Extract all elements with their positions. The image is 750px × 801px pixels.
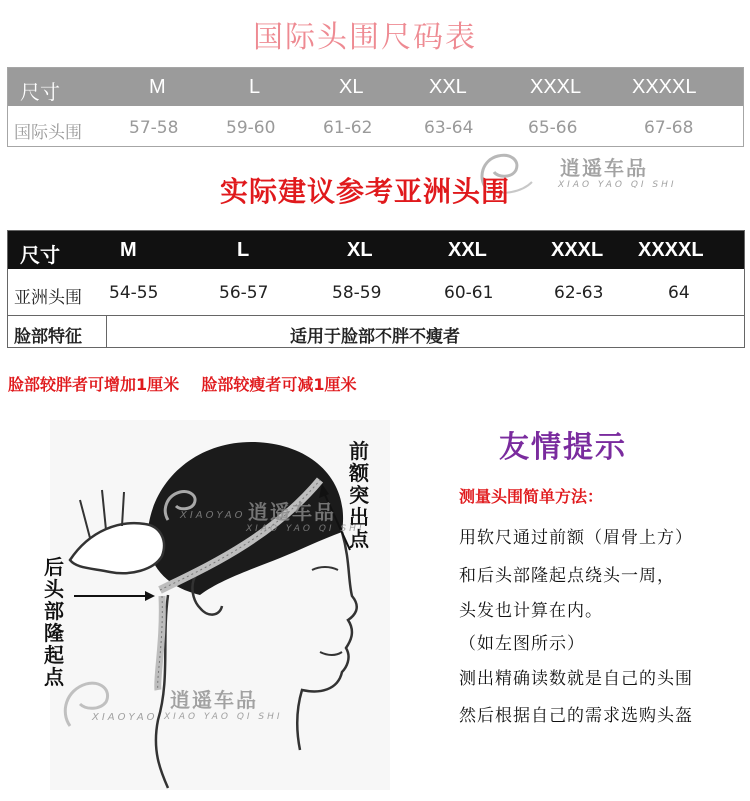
watermark-name: 逍遥车品 [170, 688, 258, 712]
asia-row-label: 亚洲头围 [14, 288, 82, 308]
intl-row-label: 国际头围 [14, 123, 82, 143]
asia-row-cell: 60-61 [444, 283, 494, 303]
asia-header-cell: XL [347, 239, 373, 261]
watermark-name: 逍遥车品 [560, 156, 648, 180]
table-divider [8, 315, 744, 316]
watermark-logo-icon [160, 486, 210, 530]
asia-header-cell: M [120, 239, 137, 261]
watermark-logo-text: XIAOYAO [92, 712, 158, 723]
intl-header-cell: XXXXL [632, 76, 697, 98]
intl-row-cell: 63-64 [424, 118, 474, 138]
intl-row-cell: 61-62 [323, 118, 373, 138]
face-feature-label: 脸部特征 [14, 327, 82, 347]
intl-row-cell: 67-68 [644, 118, 694, 138]
watermark-logo-text: XIAOYAO [180, 510, 246, 521]
asia-row-cell: 54-55 [109, 283, 159, 303]
asia-row-cell: 62-63 [554, 283, 604, 303]
tips-line: 测出精确读数就是自己的头围 [459, 669, 693, 689]
intl-row-cell: 65-66 [528, 118, 578, 138]
asia-size-title: 实际建议参考亚洲头围 [219, 175, 510, 208]
tips-line: 用软尺通过前额（眉骨上方） [459, 528, 693, 548]
tips-subtitle: 测量头围简单方法： [459, 487, 604, 506]
watermark-pinyin: XIAO YAO QI SHI [164, 712, 283, 722]
intl-header-cell: 尺寸 [20, 82, 60, 104]
intl-header-cell: XXL [429, 76, 467, 98]
intl-header-cell: M [149, 76, 166, 98]
intl-row-cell: 57-58 [129, 118, 179, 138]
tips-title: 友情提示 [499, 430, 627, 465]
front-forehead-label: 前额突出点 [349, 439, 369, 551]
back-head-label: 后头部隆起点 [44, 555, 64, 689]
intl-table-header [8, 68, 743, 106]
intl-header-cell: L [249, 76, 261, 98]
asia-table-header [8, 231, 744, 269]
intl-header-cell: XL [339, 76, 364, 98]
watermark-pinyin: XIAO YAO QI SHI [246, 524, 365, 534]
intl-header-cell: XXXL [530, 76, 582, 98]
asia-header-cell: L [237, 239, 250, 261]
tips-line: 头发也计算在内。 [459, 601, 603, 621]
intl-size-table [7, 67, 744, 147]
intl-row-cell: 59-60 [226, 118, 276, 138]
asia-header-cell: 尺寸 [20, 245, 60, 267]
asia-header-cell: XXL [448, 239, 487, 261]
intl-size-title: 国际头围尺码表 [253, 20, 477, 55]
tips-line: 然后根据自己的需求选购头盔 [459, 706, 693, 726]
tips-line: 和后头部隆起点绕头一周， [459, 566, 675, 586]
asia-header-cell: XXXXL [638, 239, 704, 261]
watermark-logo-icon [58, 676, 128, 738]
asia-row-cell: 56-57 [219, 283, 269, 303]
watermark-pinyin: XIAO YAO QI SHI [558, 180, 677, 190]
asia-row-cell: 64 [668, 283, 690, 303]
asia-header-cell: XXXL [551, 239, 604, 261]
asia-row-cell: 58-59 [332, 283, 382, 303]
face-adjustment-note: 脸部较胖者可增加1厘米 脸部较瘦者可减1厘米 [8, 375, 357, 394]
face-feature-value: 适用于脸部不胖不瘦者 [290, 327, 460, 347]
watermark-name: 逍遥车品 [248, 500, 336, 524]
asia-size-table [7, 230, 745, 348]
tips-line: （如左图所示） [459, 634, 585, 654]
